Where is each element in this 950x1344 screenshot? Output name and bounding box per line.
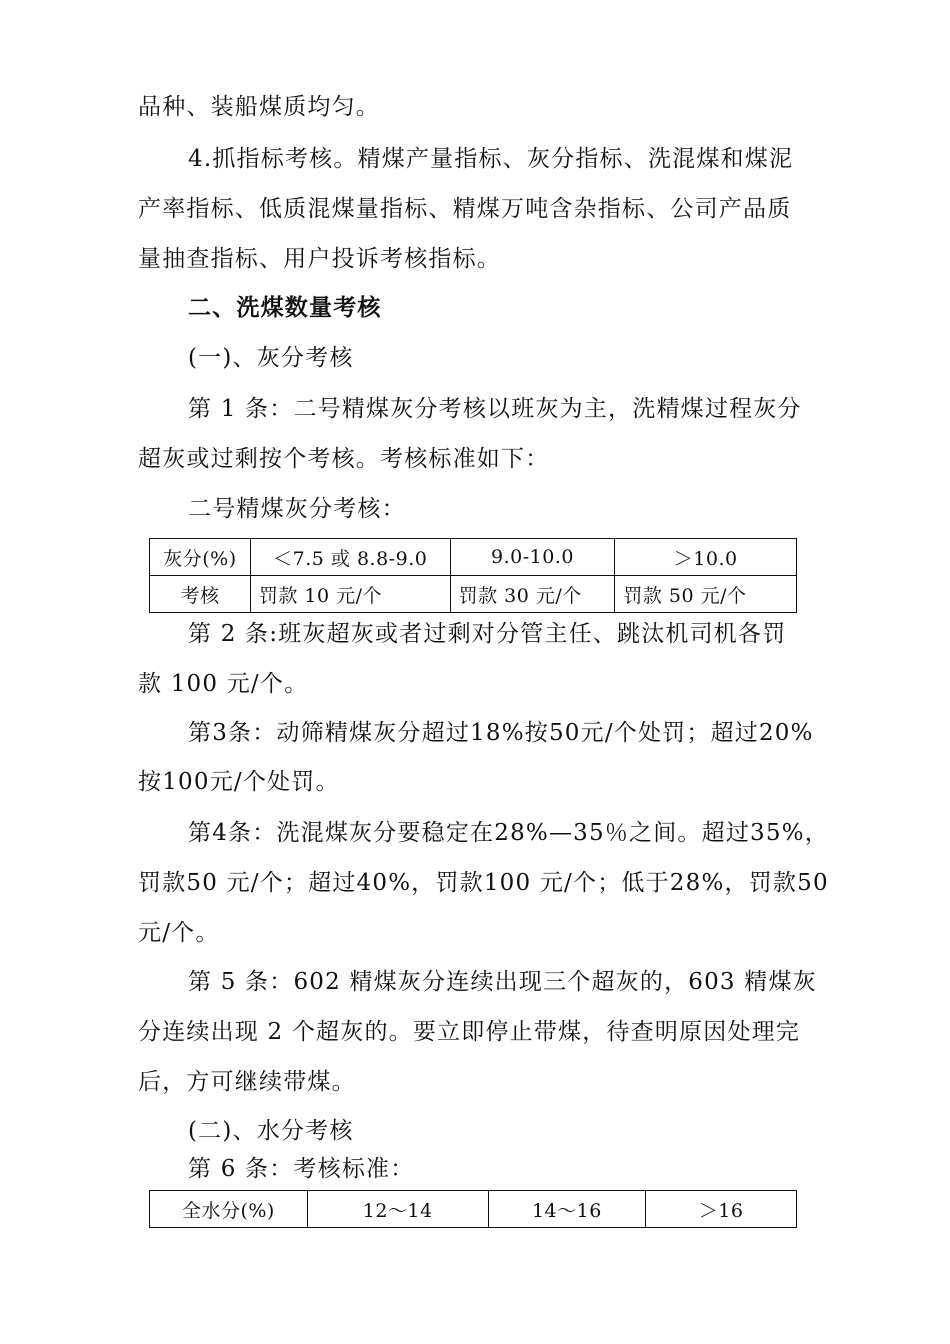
table-cell: 14～16: [488, 1191, 646, 1228]
paragraph-line: 第 6 条：考核标准：: [188, 1156, 415, 1182]
subsection-heading: (一)、灰分考核: [188, 345, 354, 371]
table-cell: 罚款 30 元/个: [450, 576, 615, 613]
paragraph-line: 第3条：动筛精煤灰分超过18%按50元/个处罚；超过20%: [188, 720, 814, 746]
table-cell: 考核: [150, 576, 251, 613]
paragraph-line: 元/个。: [138, 920, 220, 946]
table-cell: 9.0-10.0: [450, 539, 615, 576]
table-cell: 罚款 10 元/个: [250, 576, 450, 613]
paragraph-line: 4.抓指标考核。精煤产量指标、灰分指标、洗混煤和煤泥: [188, 146, 794, 172]
table-row: [150, 1191, 797, 1228]
paragraph-line: 超灰或过剩按个考核。考核标准如下：: [138, 446, 550, 472]
paragraph-line: 款 100 元/个。: [138, 671, 309, 697]
table-caption: 二号精煤灰分考核：: [188, 496, 406, 522]
paragraph-line: 第 5 条：602 精煤灰分连续出现三个超灰的，603 精煤灰: [188, 969, 817, 995]
table-cell: ＜7.5 或 8.8-9.0: [250, 539, 450, 576]
subsection-heading: (二)、水分考核: [188, 1118, 354, 1144]
paragraph-line: 分连续出现 2 个超灰的。要立即停止带煤，待查明原因处理完: [138, 1019, 801, 1045]
section-heading: 二、洗煤数量考核: [188, 294, 382, 321]
paragraph-line: 品种、装船煤质均匀。: [138, 94, 380, 120]
paragraph-line: 第 1 条：二号精煤灰分考核以班灰为主，洗精煤过程灰分: [188, 396, 802, 422]
paragraph-line: 产率指标、低质混煤量指标、精煤万吨含杂指标、公司产品质: [138, 196, 792, 222]
paragraph-line: 罚款50 元/个；超过40%，罚款100 元/个；低于28%，罚款50: [138, 870, 829, 896]
table-cell: 全水分(%): [150, 1191, 308, 1228]
paragraph-line: 后，方可继续带煤。: [138, 1069, 356, 1095]
table-cell: 12～14: [307, 1191, 488, 1228]
paragraph-line: 量抽查指标、用户投诉考核指标。: [138, 246, 501, 272]
table-cell: 罚款 50 元/个: [615, 576, 797, 613]
table-cell: 灰分(%): [150, 539, 251, 576]
moisture-assessment-table: [149, 1190, 797, 1228]
paragraph-line: 第 2 条:班灰超灰或者过剩对分管主任、跳汰机司机各罚: [188, 621, 787, 647]
table-row: [150, 539, 797, 576]
table-cell: ＞10.0: [615, 539, 797, 576]
table-row: [150, 576, 797, 613]
table-cell: ＞16: [646, 1191, 797, 1228]
ash-assessment-table: [149, 538, 797, 613]
paragraph-line: 按100元/个处罚。: [138, 769, 340, 795]
paragraph-line: 第4条：洗混煤灰分要稳定在28%—35％之间。超过35%，: [188, 820, 829, 846]
